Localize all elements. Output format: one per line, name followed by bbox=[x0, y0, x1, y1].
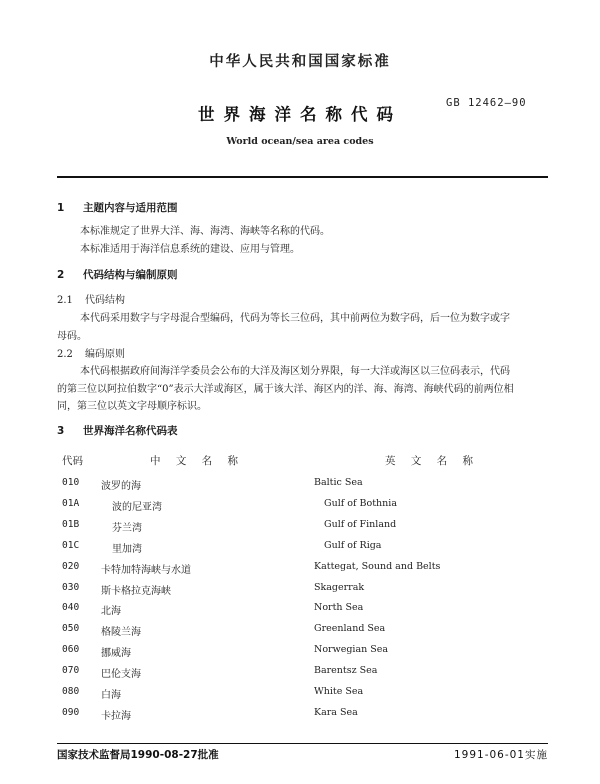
row-en-name: Gulf of Riga bbox=[324, 539, 382, 551]
section-2-heading bbox=[57, 267, 178, 282]
row-code: 050 bbox=[62, 623, 80, 635]
row-cn-name: 斯卡格拉克海峡 bbox=[101, 585, 171, 597]
row-cn-name: 卡拉海 bbox=[101, 710, 131, 722]
paragraph-line: 本代码采用数字与字母混合型编码，代码为等长三位码，其中前两位为数字码，后一位为数字或字 bbox=[80, 313, 510, 324]
paragraph-line: 母码。 bbox=[57, 331, 87, 342]
section-number: 3 bbox=[57, 425, 65, 437]
row-code: 030 bbox=[62, 581, 80, 593]
table-row bbox=[62, 686, 552, 706]
table-row bbox=[62, 602, 552, 622]
standard-number: GB 12462—90 bbox=[446, 97, 527, 109]
section-title: 主题内容与适用范围 bbox=[83, 202, 178, 214]
section-title: 代码结构与编制原则 bbox=[83, 269, 178, 281]
table-row bbox=[62, 623, 552, 643]
row-cn-name: 卡特加特海峡与水道 bbox=[101, 564, 191, 576]
row-code: 080 bbox=[62, 686, 80, 697]
table-row bbox=[62, 582, 552, 602]
row-en-name: Norwegian Sea bbox=[314, 644, 389, 656]
row-code: 01B bbox=[62, 518, 80, 530]
row-code: 060 bbox=[62, 644, 80, 656]
org-title: 中华人民共和国国家标准 bbox=[209, 54, 391, 70]
table-row bbox=[62, 498, 552, 518]
row-code: 01A bbox=[62, 497, 80, 509]
subsection-title: 编码原则 bbox=[85, 349, 125, 360]
column-header-code: 代码 bbox=[62, 455, 83, 467]
row-cn-name: 波罗的海 bbox=[101, 481, 141, 492]
section-title: 世界海洋名称代码表 bbox=[83, 425, 178, 437]
row-cn-name: 白海 bbox=[101, 690, 121, 701]
table-row bbox=[62, 540, 552, 560]
approval-note: 国家技术监督局1990-08-27批准 bbox=[57, 749, 219, 761]
paragraph-line: 的第三位以阿拉伯数字“0”表示大洋或海区，属于该大洋、海区内的洋、海、海湾、海峡代码的前两位相 bbox=[57, 384, 514, 395]
row-en-name: Kattegat, Sound and Belts bbox=[314, 560, 441, 572]
subsection-number: 2.1 bbox=[57, 295, 73, 306]
column-header-en-name: 英 文 名 称 bbox=[385, 455, 480, 467]
page-title: 世界海洋名称代码 bbox=[198, 105, 402, 124]
row-en-name: Greenland Sea bbox=[314, 623, 386, 635]
row-code: 010 bbox=[62, 477, 80, 488]
row-en-name: Barentsz Sea bbox=[314, 665, 378, 677]
table-row bbox=[62, 561, 552, 581]
row-cn-name: 巴伦支海 bbox=[101, 669, 141, 681]
table-row bbox=[62, 665, 552, 685]
table-row bbox=[62, 519, 552, 539]
table-row bbox=[62, 707, 552, 727]
row-cn-name: 芬兰湾 bbox=[112, 522, 142, 534]
section-1-heading bbox=[57, 200, 178, 215]
row-en-name: Gulf of Bothnia bbox=[324, 497, 397, 509]
row-cn-name: 里加湾 bbox=[112, 543, 142, 555]
paragraph-line: 同，第三位以英文字母顺序标识。 bbox=[57, 401, 207, 412]
section-3-heading bbox=[57, 423, 178, 438]
row-en-name: Skagerrak bbox=[314, 581, 365, 593]
row-code: 070 bbox=[62, 665, 80, 677]
paragraph-line: 本代码根据政府间海洋学委员会公布的大洋及海区划分界限，每一大洋或海区以三位码表示，代码 bbox=[80, 366, 510, 377]
row-en-name: Gulf of Finland bbox=[324, 518, 397, 530]
bottom-divider bbox=[57, 743, 548, 744]
subsection-2-1-heading bbox=[57, 291, 125, 306]
english-title: World ocean/sea area codes bbox=[226, 136, 374, 147]
row-en-name: White Sea bbox=[314, 686, 364, 697]
subsection-title: 代码结构 bbox=[85, 295, 125, 306]
row-en-name: Baltic Sea bbox=[314, 477, 363, 488]
row-code: 090 bbox=[62, 706, 80, 718]
subsection-2-2-heading bbox=[57, 345, 125, 360]
paragraph: 本标准规定了世界大洋、海、海湾、海峡等名称的代码。 bbox=[80, 226, 330, 237]
subsection-number: 2.2 bbox=[57, 349, 73, 360]
section-number: 2 bbox=[57, 269, 65, 281]
row-code: 020 bbox=[62, 560, 80, 572]
row-cn-name: 波的尼亚湾 bbox=[112, 501, 162, 513]
table-row bbox=[62, 477, 552, 497]
row-cn-name: 北海 bbox=[101, 606, 121, 618]
effective-date: 1991-06-01实施 bbox=[453, 749, 548, 761]
row-code: 01C bbox=[62, 539, 80, 551]
row-en-name: North Sea bbox=[314, 602, 364, 614]
column-header-cn-name: 中 文 名 称 bbox=[150, 455, 245, 467]
row-code: 040 bbox=[62, 602, 80, 614]
paragraph: 本标准适用于海洋信息系统的建设、应用与管理。 bbox=[80, 244, 300, 255]
row-cn-name: 格陵兰海 bbox=[101, 627, 141, 639]
row-cn-name: 挪威海 bbox=[101, 648, 131, 660]
row-en-name: Kara Sea bbox=[314, 706, 358, 718]
section-number: 1 bbox=[57, 202, 65, 214]
table-row bbox=[62, 644, 552, 664]
top-divider bbox=[57, 176, 548, 178]
